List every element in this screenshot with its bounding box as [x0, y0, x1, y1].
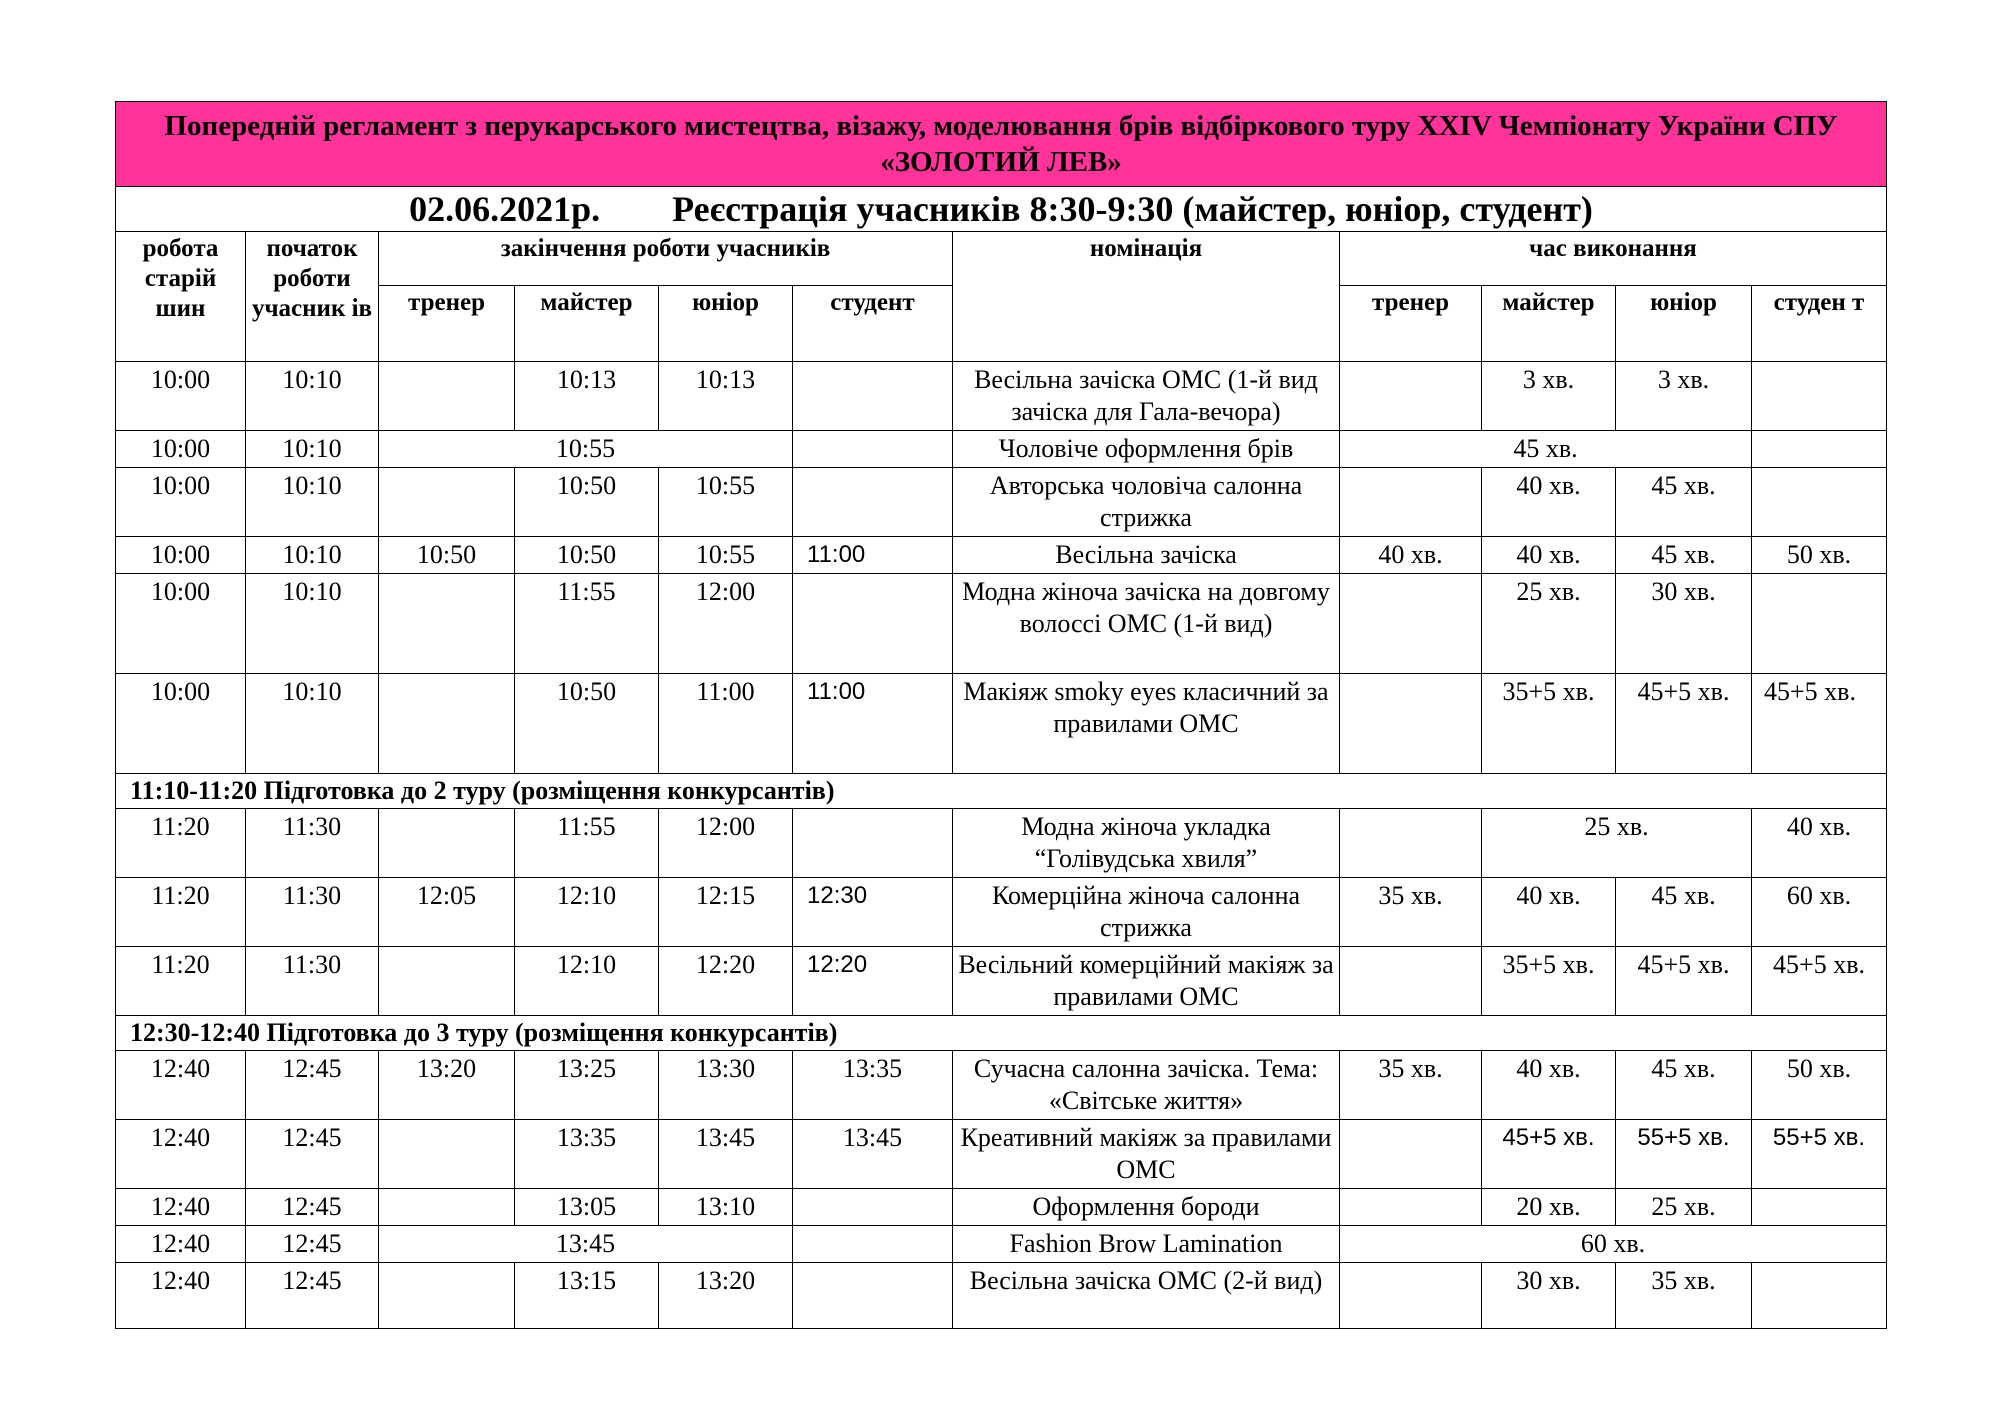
cell-end-master: 11:55: [515, 809, 659, 878]
header-end-student: студент: [793, 286, 953, 362]
cell-end-junior: 12:20: [659, 947, 793, 1016]
cell-end-junior: 12:00: [659, 574, 793, 674]
table-row: [116, 947, 1887, 1016]
cell-time-student: [1752, 431, 1887, 468]
cell-end-student: 13:45: [793, 1120, 953, 1189]
cell-start: 12:45: [246, 1226, 379, 1263]
cell-time-master: 35+5 хв.: [1482, 674, 1616, 774]
cell-start: 10:10: [246, 574, 379, 674]
cell-old: 10:00: [116, 431, 246, 468]
cell-nomination: Модна жіноча укладка “Голівудська хвиля”: [953, 809, 1340, 878]
cell-nomination: Оформлення бороди: [953, 1189, 1340, 1226]
cell-end-junior: 12:15: [659, 878, 793, 947]
cell-time-trainer: 35 хв.: [1340, 878, 1482, 947]
cell-time-junior: 30 хв.: [1616, 574, 1752, 674]
cell-start: 10:10: [246, 468, 379, 537]
cell-end-merged: 13:45: [379, 1226, 793, 1263]
cell-time-trainer: [1340, 362, 1482, 431]
cell-old: 11:20: [116, 947, 246, 1016]
cell-old: 10:00: [116, 537, 246, 574]
cell-end-master: 13:15: [515, 1263, 659, 1329]
cell-end-student: [793, 431, 953, 468]
cell-nomination: Макіяж smoky eyes класичний за правилами ОМС: [953, 674, 1340, 774]
cell-end-student: [793, 1263, 953, 1329]
cell-time-master: 30 хв.: [1482, 1263, 1616, 1329]
table-row: [116, 431, 1887, 468]
cell-end-student: [793, 1226, 953, 1263]
cell-old: 12:40: [116, 1051, 246, 1120]
cell-time-student: 40 хв.: [1752, 809, 1887, 878]
table-row: [116, 1120, 1887, 1189]
cell-end-student: [793, 809, 953, 878]
cell-time-junior: 45 хв.: [1616, 878, 1752, 947]
cell-time-trainer: [1340, 468, 1482, 537]
cell-old: 10:00: [116, 674, 246, 774]
cell-nomination: Весільна зачіска: [953, 537, 1340, 574]
header-time-student: студен т: [1752, 286, 1887, 362]
cell-end-junior: 10:55: [659, 537, 793, 574]
cell-nomination: Сучасна салонна зачіска. Тема: «Світське життя»: [953, 1051, 1340, 1120]
header-time-master: майстер: [1482, 286, 1616, 362]
cell-start: 10:10: [246, 431, 379, 468]
cell-nomination: Комерційна жіноча салонна стрижка: [953, 878, 1340, 947]
cell-old: 12:40: [116, 1120, 246, 1189]
cell-end-master: 10:50: [515, 537, 659, 574]
cell-end-student: [793, 362, 953, 431]
table-row: [116, 1189, 1887, 1226]
cell-time-merged: 25 хв.: [1482, 809, 1752, 878]
cell-time-student: [1752, 1189, 1887, 1226]
section-separator-round-2: 11:10-11:20 Підготовка до 2 туру (розміщення конкурсантів): [116, 774, 1887, 809]
cell-time-junior: 3 хв.: [1616, 362, 1752, 431]
cell-end-student: 12:20: [793, 947, 953, 1016]
cell-time-student: [1752, 468, 1887, 537]
cell-old: 10:00: [116, 468, 246, 537]
cell-end-student: [793, 574, 953, 674]
cell-old: 10:00: [116, 362, 246, 431]
cell-end-trainer: [379, 1189, 515, 1226]
header-nomination: номінація: [953, 232, 1340, 362]
header-time-group: час виконання: [1340, 232, 1887, 286]
cell-end-student: 13:35: [793, 1051, 953, 1120]
cell-time-junior: 55+5 хв.: [1616, 1120, 1752, 1189]
cell-end-trainer: [379, 947, 515, 1016]
table-row: [116, 1051, 1887, 1120]
cell-time-junior: 45 хв.: [1616, 537, 1752, 574]
header-end-junior: юніор: [659, 286, 793, 362]
cell-time-student: [1752, 1263, 1887, 1329]
cell-end-junior: 13:20: [659, 1263, 793, 1329]
cell-start: 12:45: [246, 1051, 379, 1120]
cell-old: 12:40: [116, 1189, 246, 1226]
cell-end-merged: 10:55: [379, 431, 793, 468]
cell-time-merged: 45 хв.: [1340, 431, 1752, 468]
cell-end-trainer: 12:05: [379, 878, 515, 947]
cell-end-junior: 13:10: [659, 1189, 793, 1226]
header-time-trainer: тренер: [1340, 286, 1482, 362]
cell-time-junior: 45 хв.: [1616, 468, 1752, 537]
cell-start: 11:30: [246, 878, 379, 947]
cell-time-master: 40 хв.: [1482, 468, 1616, 537]
cell-time-student: [1752, 362, 1887, 431]
cell-end-master: 12:10: [515, 878, 659, 947]
cell-time-trainer: [1340, 1263, 1482, 1329]
cell-time-trainer: [1340, 574, 1482, 674]
cell-end-junior: 10:13: [659, 362, 793, 431]
cell-old: 11:20: [116, 878, 246, 947]
cell-old: 12:40: [116, 1263, 246, 1329]
cell-nomination: Модна жіноча зачіска на довгому волоссі ОМС (1-й вид): [953, 574, 1340, 674]
table-row: [116, 537, 1887, 574]
cell-end-trainer: [379, 574, 515, 674]
cell-nomination: Весільна зачіска ОМС (2-й вид): [953, 1263, 1340, 1329]
cell-end-student: 11:00: [793, 537, 953, 574]
header-end-group: закінчення роботи учасників: [379, 232, 953, 286]
cell-time-student: [1752, 574, 1887, 674]
registration-line: [116, 187, 1887, 232]
cell-old: 10:00: [116, 574, 246, 674]
cell-end-junior: 13:30: [659, 1051, 793, 1120]
table-row: [116, 574, 1887, 674]
cell-end-trainer: [379, 1120, 515, 1189]
cell-start: 11:30: [246, 809, 379, 878]
cell-time-master: 35+5 хв.: [1482, 947, 1616, 1016]
cell-end-trainer: [379, 809, 515, 878]
cell-time-trainer: [1340, 809, 1482, 878]
cell-time-master: 45+5 хв.: [1482, 1120, 1616, 1189]
cell-start: 12:45: [246, 1189, 379, 1226]
cell-end-trainer: 13:20: [379, 1051, 515, 1120]
cell-end-student: [793, 468, 953, 537]
cell-time-student: 50 хв.: [1752, 1051, 1887, 1120]
cell-time-student: 60 хв.: [1752, 878, 1887, 947]
cell-end-junior: 11:00: [659, 674, 793, 774]
cell-time-student: 55+5 хв.: [1752, 1120, 1887, 1189]
registration-date: 02.06.2021р.: [409, 189, 601, 229]
cell-end-trainer: [379, 674, 515, 774]
section-separator-round-3: 12:30-12:40 Підготовка до 3 туру (розміщення конкурсантів): [116, 1016, 1887, 1051]
cell-time-trainer: 40 хв.: [1340, 537, 1482, 574]
cell-end-junior: 10:55: [659, 468, 793, 537]
cell-start: 11:30: [246, 947, 379, 1016]
cell-end-master: 12:10: [515, 947, 659, 1016]
cell-nomination: Чоловіче оформлення брів: [953, 431, 1340, 468]
cell-end-trainer: [379, 468, 515, 537]
cell-end-master: 10:50: [515, 468, 659, 537]
cell-nomination: Креативний макіяж за правилами ОМС: [953, 1120, 1340, 1189]
registration-text: Реєстрація учасників 8:30-9:30 (майстер, юніор, студент): [672, 189, 1593, 229]
cell-time-student: 50 хв.: [1752, 537, 1887, 574]
cell-end-junior: 13:45: [659, 1120, 793, 1189]
cell-end-student: [793, 1189, 953, 1226]
cell-start: 10:10: [246, 362, 379, 431]
cell-end-master: 10:13: [515, 362, 659, 431]
table-row: [116, 1263, 1887, 1329]
cell-start: 10:10: [246, 537, 379, 574]
cell-time-junior: 45 хв.: [1616, 1051, 1752, 1120]
header-work-old: робота старій шин: [116, 232, 246, 362]
cell-nomination: Весільна зачіска ОМС (1-й вид зачіска для Гала-вечора): [953, 362, 1340, 431]
cell-start: 10:10: [246, 674, 379, 774]
cell-time-trainer: 35 хв.: [1340, 1051, 1482, 1120]
cell-time-trainer: [1340, 1120, 1482, 1189]
cell-time-junior: 45+5 хв.: [1616, 674, 1752, 774]
table-row: [116, 468, 1887, 537]
cell-end-junior: 12:00: [659, 809, 793, 878]
cell-nomination: Весільний комерційний макіяж за правилами ОМС: [953, 947, 1340, 1016]
cell-end-master: 13:35: [515, 1120, 659, 1189]
cell-end-trainer: 10:50: [379, 537, 515, 574]
cell-end-trainer: [379, 362, 515, 431]
cell-time-trainer: [1340, 1189, 1482, 1226]
header-time-junior: юніор: [1616, 286, 1752, 362]
cell-start: 12:45: [246, 1263, 379, 1329]
cell-nomination: Авторська чоловіча салонна стрижка: [953, 468, 1340, 537]
cell-nomination: Fashion Brow Lamination: [953, 1226, 1340, 1263]
cell-old: 12:40: [116, 1226, 246, 1263]
cell-end-master: 13:05: [515, 1189, 659, 1226]
cell-time-merged: 60 хв.: [1340, 1226, 1887, 1263]
table-row: [116, 674, 1887, 774]
cell-time-student: 45+5 хв.: [1752, 674, 1887, 774]
table-row: [116, 809, 1887, 878]
cell-start: 12:45: [246, 1120, 379, 1189]
cell-end-master: 10:50: [515, 674, 659, 774]
cell-time-master: 40 хв.: [1482, 1051, 1616, 1120]
cell-time-master: 25 хв.: [1482, 574, 1616, 674]
schedule-table: [115, 101, 1887, 1329]
cell-time-junior: 45+5 хв.: [1616, 947, 1752, 1016]
cell-end-student: 11:00: [793, 674, 953, 774]
header-end-master: майстер: [515, 286, 659, 362]
table-row: [116, 1226, 1887, 1263]
table-row: [116, 362, 1887, 431]
cell-time-master: 3 хв.: [1482, 362, 1616, 431]
cell-time-master: 40 хв.: [1482, 537, 1616, 574]
cell-end-trainer: [379, 1263, 515, 1329]
cell-end-student: 12:30: [793, 878, 953, 947]
cell-end-master: 13:25: [515, 1051, 659, 1120]
cell-time-junior: 35 хв.: [1616, 1263, 1752, 1329]
cell-time-trainer: [1340, 674, 1482, 774]
table-row: [116, 878, 1887, 947]
header-end-trainer: тренер: [379, 286, 515, 362]
cell-time-student: 45+5 хв.: [1752, 947, 1887, 1016]
cell-time-trainer: [1340, 947, 1482, 1016]
cell-time-junior: 25 хв.: [1616, 1189, 1752, 1226]
header-start: початок роботи учасник ів: [246, 232, 379, 362]
document-title: Попередній регламент з перукарського мистецтва, візажу, моделювання брів відбіркового туру XXIV Чемпіонату України СПУ «ЗОЛОТИЙ ЛЕВ»: [116, 102, 1887, 187]
cell-time-master: 20 хв.: [1482, 1189, 1616, 1226]
cell-time-master: 40 хв.: [1482, 878, 1616, 947]
cell-end-master: 11:55: [515, 574, 659, 674]
cell-old: 11:20: [116, 809, 246, 878]
